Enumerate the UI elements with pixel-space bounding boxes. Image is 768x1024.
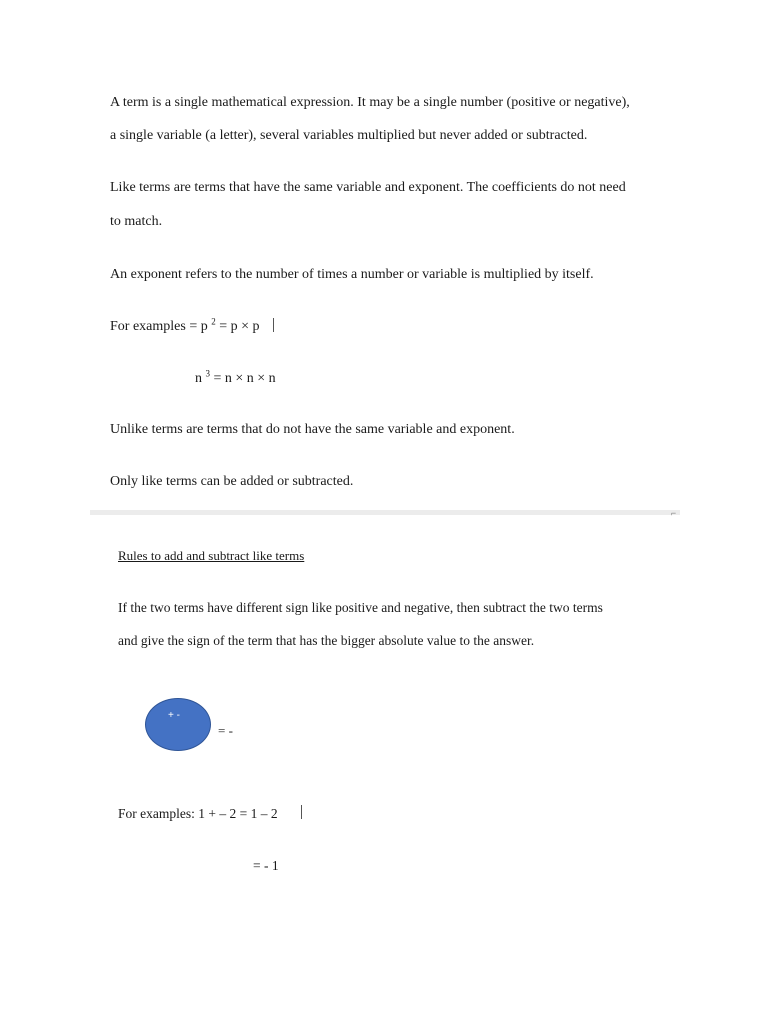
sign-rule-circle: [145, 698, 211, 751]
exponent-definition: An exponent refers to the number of times a number or variable is multiplied by itself.: [110, 267, 594, 282]
circle-sign-label: + -: [168, 710, 180, 721]
unlike-terms-definition: Unlike terms are terms that do not have the same variable and exponent.: [110, 422, 515, 437]
text-cursor-2: [301, 805, 302, 819]
addition-result: = - 1: [253, 858, 279, 873]
page-divider: [90, 510, 680, 515]
only-like-terms-note: Only like terms can be added or subtracted.: [110, 474, 354, 489]
term-definition-line-1: A term is a single mathematical expression. It may be a single number (positive or negative),: [110, 95, 630, 110]
example-base-n: n: [195, 371, 206, 386]
example-prefix: For examples = p: [110, 319, 212, 334]
page-corner-mark: ⌐: [671, 508, 677, 518]
rule-line-2: and give the sign of the term that has the bigger absolute value to the answer.: [118, 633, 535, 648]
rules-heading: Rules to add and subtract like terms: [118, 548, 305, 563]
exponent-2: 2: [211, 316, 216, 327]
like-terms-line-2: to match.: [110, 214, 163, 229]
text-cursor: [273, 318, 274, 332]
example-expansion-2: = n × n × n: [210, 371, 276, 386]
addition-example: For examples: 1 + – 2 = 1 – 2: [118, 806, 278, 821]
exponent-example-2: [195, 370, 276, 388]
term-definition-line-2: a single variable (a letter), several variables multiplied but never added or subtracted.: [110, 128, 588, 143]
rule-line-1: If the two terms have different sign like positive and negative, then subtract the two terms: [118, 600, 603, 615]
example-expansion-1: = p × p: [215, 319, 260, 334]
circle-result-label: = -: [218, 723, 233, 738]
exponent-3: 3: [205, 368, 210, 379]
exponent-example-1: [110, 318, 260, 336]
like-terms-line-1: Like terms are terms that have the same variable and exponent. The coefficients do not need: [110, 180, 626, 195]
